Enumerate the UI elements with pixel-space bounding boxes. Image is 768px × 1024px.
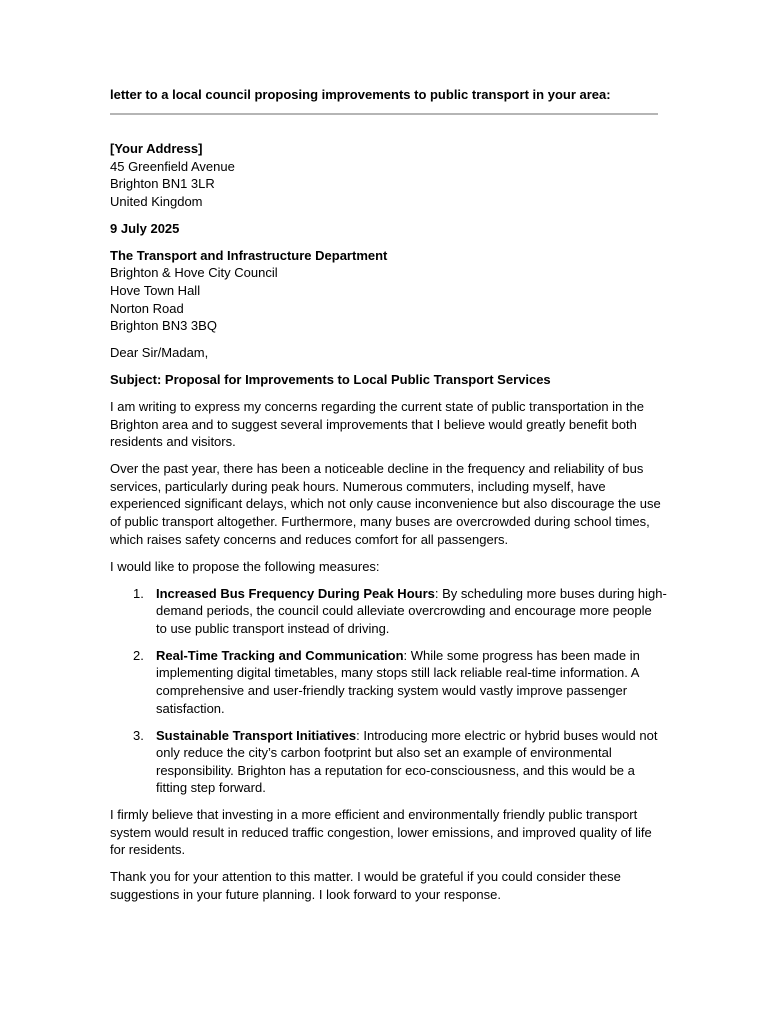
paragraph-line: for residents. — [110, 842, 186, 858]
paragraph-line: which raises safety concerns and reduces comfort for all passengers. — [110, 531, 509, 547]
document-heading: letter to a local council proposing improvements to public transport in your area: — [110, 87, 611, 102]
intro-paragraph — [110, 398, 658, 451]
measure-item — [110, 727, 658, 797]
measure-text: demand periods, the council could alleviate overcrowding and encourage more people — [156, 603, 652, 619]
measure-title: Sustainable Transport Initiatives — [156, 727, 357, 743]
measure-text: to use public transport instead of driving. — [156, 620, 390, 636]
paragraph-line: services, particularly during peak hours. Numerous commuters, including myself, have — [110, 478, 606, 494]
paragraph-line: system would result in reduced traffic congestion, lower emissions, and improved quality of life — [110, 824, 652, 840]
paragraph-line: Thank you for your attention to this matter. I would be grateful if you could consider these — [110, 869, 621, 885]
paragraph-line: Brighton area and to suggest several improvements that I believe would greatly benefit both — [110, 416, 637, 432]
thanks-paragraph — [110, 868, 658, 903]
paragraph-line: Over the past year, there has been a noticeable decline in the frequency and reliability of bus — [110, 461, 644, 477]
measure-text: fitting step forward. — [156, 780, 266, 796]
measure-text: implementing digital timetables, many stops still lack reliable real-time information. A — [156, 665, 640, 681]
recipient-building: Hove Town Hall — [110, 282, 201, 298]
paragraph-line: suggestions in your future planning. I look forward to your response. — [110, 887, 501, 903]
paragraph-line: experienced significant delays, which not only cause inconvenience but also discourage the use — [110, 496, 661, 512]
measure-text: comprehensive and user-friendly tracking system would vastly improve passenger — [156, 682, 628, 698]
measure-text: only reduce the city’s carbon footprint but also set an example of environmental — [156, 745, 612, 761]
measure-text: satisfaction. — [156, 700, 225, 716]
measure-number: 1. — [133, 585, 144, 601]
recipient-road: Norton Road — [110, 300, 184, 316]
paragraph-line: residents and visitors. — [110, 434, 236, 450]
recipient-council: Brighton & Hove City Council — [110, 265, 278, 281]
recipient-address — [110, 247, 658, 335]
measure-number: 2. — [133, 647, 144, 663]
conclusion-paragraph — [110, 806, 658, 859]
subject-line: Subject: Proposal for Improvements to Local Public Transport Services — [110, 372, 551, 388]
measure-text: : By scheduling more buses during high- — [434, 585, 667, 601]
measure-title: Real-Time Tracking and Communication — [156, 647, 404, 663]
sender-country: United Kingdom — [110, 193, 203, 209]
letter-body — [110, 140, 667, 913]
measure-text: : While some progress has been made in — [403, 647, 640, 663]
sender-street: 45 Greenfield Avenue — [110, 158, 235, 174]
measure-number: 3. — [133, 727, 144, 743]
paragraph-line: I firmly believe that investing in a more efficient and environmentally friendly public transport — [110, 807, 638, 823]
heading-divider — [110, 113, 658, 115]
measure-item — [110, 585, 667, 638]
measure-text: responsibility. Brighton has a reputation for eco-consciousness, and this would be a — [156, 762, 635, 778]
proposal-intro-paragraph — [110, 558, 658, 576]
letter-date: 9 July 2025 — [110, 220, 180, 236]
sender-address-label: [Your Address] — [110, 141, 203, 156]
paragraph-line: I am writing to express my concerns regarding the current state of public transportation in the — [110, 399, 644, 415]
measures-list — [110, 585, 667, 797]
sender-address — [110, 140, 658, 210]
problem-paragraph — [110, 460, 661, 548]
salutation: Dear Sir/Madam, — [110, 345, 209, 361]
measure-item — [110, 647, 658, 717]
recipient-city: Brighton BN3 3BQ — [110, 318, 217, 334]
recipient-department: The Transport and Infrastructure Department — [110, 247, 388, 263]
measure-text: : Introducing more electric or hybrid buses would not — [356, 727, 658, 743]
paragraph-line: I would like to propose the following measures: — [110, 558, 380, 574]
paragraph-line: of public transport altogether. Furthermore, many buses are overcrowded during school times, — [110, 514, 650, 530]
sender-city: Brighton BN1 3LR — [110, 176, 215, 192]
measure-title: Increased Bus Frequency During Peak Hours — [156, 585, 435, 601]
